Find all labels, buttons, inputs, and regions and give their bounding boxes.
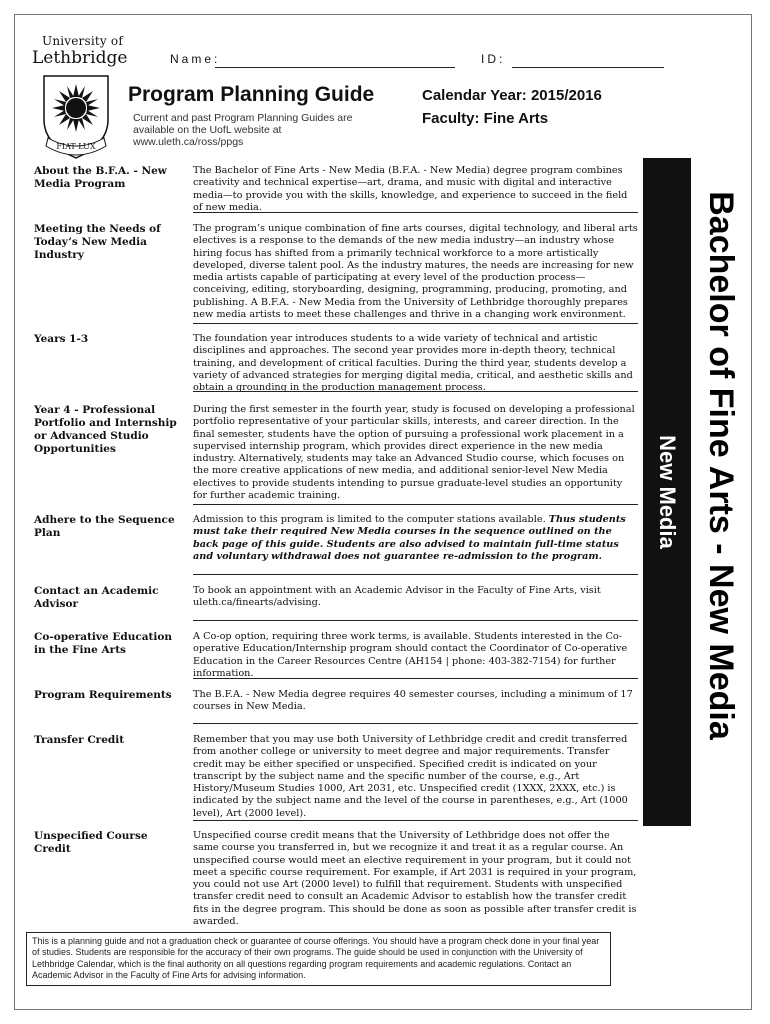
section-body [193,514,638,563]
program-name-big: Bachelor of Fine Arts - New Media [701,190,740,740]
section-divider [193,504,638,505]
calendar-year: Calendar Year: 2015/2016 [422,87,602,104]
section-body: Remember that you may use both University of Lethbridge credit and credit transferred from another college or university to meet degree and major requirements. Transfer credit may be either specified or unspecified. Specified credit is indicated on your transcript by the subject name and the specific number of the course, e.g., Art History/Museum Studies 1000, Art 2031, etc. Unspecified credit (1XXX, 2XXX, etc.) is indicated by the subject name and the level of the course in parentheses, e.g., Art (1000 level), Art (2000 level). [193,734,628,819]
name-label: Name: [170,52,221,66]
id-field[interactable] [512,67,664,68]
university-logo [26,30,126,162]
section-label: Year 4 - Professional Portfolio and Internship or Advanced Studio Opportunities [34,404,177,455]
page-subtitle: Current and past Program Planning Guides are available on the UofL website at www.uleth.ca/ross/ppgs [133,112,353,148]
faculty: Faculty: Fine Arts [422,110,549,127]
id-label: ID: [481,52,506,66]
section-body: The Bachelor of Fine Arts - New Media (B.F.A. - New Media) degree program combines creativity and technical expertise—art, drama, and music with digital and interactive media—to provide you with the skills, knowledge, and experience to succeed in the field of new media. [193,165,628,213]
university-name-line1: University of [42,34,123,48]
section-years-1-3 [26,333,638,395]
section-body: The B.F.A. - New Media degree requires 40 semester courses, including a minimum of 17 courses in New Media. [193,689,633,713]
section-program-requirements [26,689,638,729]
section-transfer-credit [26,734,638,824]
section-body: A Co-op option, requiring three work terms, is available. Students interested in the Co-operative Education/Internship program should contact the Coordinator of Co-operative Education in the Career Resources Centre (AH154 | phone: 403-382-7154) for further information. [193,631,628,679]
page-title: Program Planning Guide [128,83,375,106]
sun-shield-icon [40,74,112,160]
section-body-emphasis: Thus students must take their required New Media courses in the sequence outlined on the back page of this guide. Students are also advised to maintain full-time status and voluntary withdrawal does not guarantee re-admission to the program. [193,514,626,562]
section-body-text: Admission to this program is limited to the computer stations available. [193,514,549,525]
section-label: Meeting the Needs of Today’s New Media Industry [34,223,161,261]
disclaimer-box: This is a planning guide and not a graduation check or guarantee of course offerings. You should have a program check done in your final year of studies. Students are responsible for the accuracy of their own programs. The guide should be used in conjunction with the University of Lethbridge Calendar, which is the final authority on all questions regarding program requirements and academic regulations. Contact an Academic Advisor in the Faculty of Fine Arts for advising information. [26,932,611,986]
section-label: Unspecified Course Credit [34,830,148,855]
section-divider [193,723,638,724]
section-divider [193,620,638,621]
name-field[interactable] [215,67,455,68]
section-divider [193,323,638,324]
section-sequence-plan [26,514,638,578]
section-label: About the B.F.A. - New Media Program [34,165,167,190]
side-banner-title [695,160,745,770]
section-meeting-needs [26,223,638,325]
section-divider [193,212,638,213]
section-divider [193,820,638,821]
section-divider [193,574,638,575]
program-name-small: New Media [655,435,681,549]
section-label: Transfer Credit [34,734,125,746]
section-body: During the first semester in the fourth year, study is focused on developing a professional portfolio representative of your particular skills, interests, and career direction. In the final semester, students have the option of pursuing a professional work placement in a supervised internship program, which provides direct experience in the new media industry. Alternatively, students may take an Advanced Studio course, which focuses on the more creative applications of new media, and additional senior-level New Media electives to provide students intending to pursue graduate-level studies an opportunity for further academic training. [193,404,635,502]
section-label: Years 1-3 [34,333,89,345]
section-body: To book an appointment with an Academic Advisor in the Faculty of Fine Arts, visit uleth.ca/finearts/advising. [193,585,601,609]
section-contact-advisor [26,585,638,625]
section-label: Adhere to the Sequence Plan [34,514,175,539]
section-body: The program’s unique combination of fine arts courses, digital technology, and liberal arts electives is a response to the demands of the new media industry—an industry whose hiring focus has shifted from a primarily technical workforce to a more artistically developed, diverse talent pool. As the industry matures, the needs are increasing for new media artists capable of participating at every level of the production process—conceiving, editing, storyboarding, designing, programming, producing, promoting, and publishing. A B.F.A. - New Media from the University of Lethbridge thoroughly prepares new media artists to meet these challenges and thrive in a changing work environment. [193,223,638,321]
section-about [26,165,638,217]
university-name-line2: Lethbridge [32,48,128,68]
side-banner-dark-text [643,158,691,826]
section-coop [26,631,638,681]
section-body: The foundation year introduces students to a wide variety of technical and artistic disciplines and approaches. The second year provides more in-depth theory, technical training, and development of critical faculties. During the third year, students develop a variety of advanced strategies for merging digital media, critical, and aesthetic skills and obtain a grounding in the production management process. [193,333,633,394]
section-divider [193,391,638,392]
motto-text: FIAT LUX [56,142,96,151]
section-body: Unspecified course credit means that the University of Lethbridge does not offer the same course you transferred in, but we recognize it and treat it as a regular course. An unspecified course would meet an elective requirement in your program, but it could not meet a specific course requirement. For example, if Art 2031 is required in your program, you could not use Art (2000 level) to fulfill that requirement. Students with unspecified transfer credit need to consult an Academic Advisor to establish how the transfer credit fits in the degree program. This should be done as soon as possible after transfer credit is awarded. [193,830,637,928]
section-label: Co-operative Education in the Fine Arts [34,631,173,656]
section-label: Program Requirements [34,689,172,701]
section-year-4 [26,404,638,508]
section-unspecified-credit [26,830,638,928]
section-divider [193,678,638,679]
section-label: Contact an Academic Advisor [34,585,159,610]
